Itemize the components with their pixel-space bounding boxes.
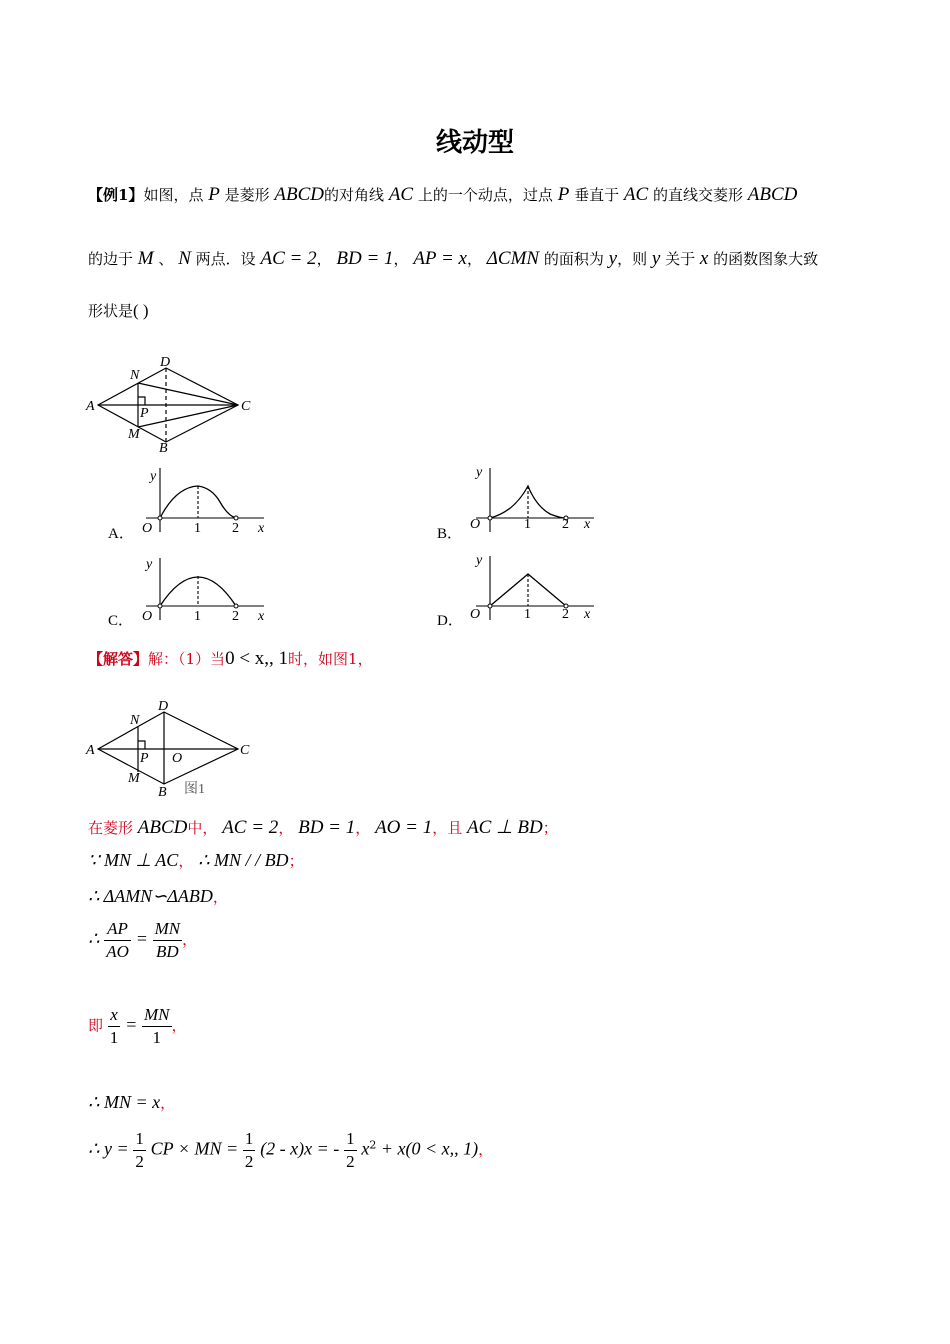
text: ， (178, 852, 194, 870)
text: ， (316, 250, 332, 268)
text: 中， (187, 819, 218, 837)
axis-x: x (258, 521, 265, 536)
example-tag: 【例1】 (88, 186, 144, 204)
denominator: 1 (152, 1028, 162, 1047)
equals: = (135, 928, 148, 949)
text: 解：（1）当 (148, 650, 226, 668)
label-b: B (158, 785, 167, 800)
option-a-graph[interactable] (136, 462, 276, 538)
label-d: D (158, 699, 169, 714)
math-ac-eq: AC = 2 (222, 817, 279, 838)
solution-line-4 (88, 886, 228, 907)
math-cmn: ΔCMN (486, 248, 540, 269)
math-mn-perp-ac: ∵ MN ⊥ AC (88, 850, 179, 870)
label-d: D (160, 355, 171, 370)
label-o: O (172, 751, 183, 766)
solution-line-5 (88, 918, 197, 963)
denominator: 2 (135, 1152, 144, 1171)
math-abcd: ABCD (137, 817, 188, 838)
axis-x: x (258, 609, 265, 624)
axis-y: y (476, 553, 483, 568)
numerator: 1 (133, 1128, 146, 1151)
fraction-ap-ao (104, 918, 131, 963)
math-m: M (137, 248, 154, 269)
label-m: M (128, 771, 140, 786)
tick-2: 2 (232, 609, 239, 624)
text: ， (212, 888, 228, 906)
math-cp-mn: CP × MN = (150, 1138, 239, 1159)
denominator: 2 (244, 1152, 254, 1171)
axis-x: x (584, 607, 591, 622)
math-abcd: ABCD (747, 184, 798, 205)
text: 、 (158, 250, 174, 268)
math-n: N (178, 248, 191, 269)
solution-tag: 【解答】 (88, 650, 149, 668)
figure-caption: 图1 (184, 782, 205, 797)
option-b-graph[interactable] (466, 462, 606, 538)
text: 的边于 (88, 250, 134, 268)
numerator: MN (153, 918, 183, 941)
option-a-label[interactable]: A． (108, 526, 134, 542)
text: 的面积为 (543, 250, 604, 268)
segment-mc (138, 405, 238, 427)
option-d-label[interactable]: D． (437, 613, 463, 629)
origin: O (470, 607, 481, 622)
text: 的函数图象大致 (713, 250, 819, 268)
text: ， (466, 250, 482, 268)
segment-nc (138, 383, 238, 405)
origin: O (470, 517, 481, 532)
tick-1: 1 (194, 521, 201, 536)
label-b: B (159, 441, 168, 454)
problem-line-3 (88, 300, 149, 321)
problem-line-1 (88, 184, 797, 206)
solution-line-6 (88, 1004, 187, 1049)
equals: = (125, 1014, 138, 1035)
numerator: 1 (344, 1128, 357, 1151)
solution-line-2 (88, 816, 558, 839)
label-a: A (86, 399, 95, 414)
option-c-graph[interactable] (136, 552, 276, 628)
text: ； (542, 819, 558, 837)
label-n: N (130, 713, 140, 728)
math-y-eq: ∴ y = (88, 1138, 129, 1159)
math-result: + x(0 < x,, 1) (376, 1138, 479, 1159)
solution-line-3 (88, 850, 304, 871)
fraction-half (243, 1128, 256, 1173)
text: ， (160, 1094, 176, 1112)
therefore: ∴ (88, 928, 100, 949)
text: 如图，点 (143, 186, 204, 204)
math-mn-parallel-bd: ∴ MN / / BD (198, 850, 289, 870)
text: 垂直于 (574, 186, 620, 204)
label-n: N (130, 368, 140, 383)
text: 且 (447, 819, 463, 837)
text: 的对角线 (324, 186, 385, 204)
text: ， (171, 1016, 187, 1035)
text: 两点．设 (195, 250, 256, 268)
tick-2: 2 (562, 517, 569, 532)
math-p: P (557, 184, 570, 205)
numerator: MN (142, 1004, 172, 1027)
label-p: P (140, 406, 149, 421)
text: 是菱形 (224, 186, 270, 204)
math-perp: AC ⊥ BD (467, 817, 543, 838)
problem-line-2 (88, 248, 818, 270)
fraction-mn-1 (142, 1004, 172, 1049)
fraction-x-1 (108, 1004, 121, 1049)
math-abcd: ABCD (274, 184, 325, 205)
answer-blank: ( ) (133, 301, 149, 320)
right-angle-mark (138, 397, 145, 405)
math-similar: ∴ ΔAMN∽ΔABD (88, 886, 213, 906)
text: ， (478, 1140, 494, 1159)
math-expansion: (2 - x)x = - (260, 1138, 340, 1159)
origin: O (142, 609, 153, 624)
numerator: x (108, 1004, 121, 1027)
axis-y: y (150, 469, 157, 484)
denominator: 2 (346, 1152, 355, 1171)
figure-1 (84, 696, 254, 800)
math-ac: AC (623, 184, 649, 205)
label-a: A (86, 743, 95, 758)
tick-1: 1 (194, 609, 201, 624)
solution-line-1 (88, 648, 373, 670)
label-c: C (241, 399, 251, 414)
text: ， (355, 819, 371, 837)
denominator: BD (156, 942, 179, 961)
text: ； (288, 852, 304, 870)
tick-2: 2 (232, 521, 239, 536)
tick-1: 1 (524, 607, 531, 622)
text: ， (393, 250, 409, 268)
option-d-graph[interactable] (466, 550, 606, 626)
math-x: x (361, 1138, 370, 1159)
fraction-mn-bd (153, 918, 183, 963)
math-p: P (208, 184, 220, 205)
tick-2: 2 (562, 607, 569, 622)
math-eq-ac: AC = 2 (260, 248, 317, 269)
denominator: 1 (109, 1028, 119, 1047)
math-y: y (651, 248, 661, 269)
label-p: P (140, 751, 149, 766)
text: 形状是 (88, 302, 134, 320)
math-mn-eq-x: ∴ MN = x (88, 1092, 161, 1112)
text: ， (432, 819, 448, 837)
label-m: M (128, 427, 140, 442)
text: 时，如图1， (288, 650, 373, 668)
right-angle-mark (138, 741, 145, 749)
math-eq-bd: BD = 1 (336, 248, 394, 269)
numerator: AP (104, 918, 131, 941)
text: ，则 (617, 250, 648, 268)
origin: O (142, 521, 153, 536)
math-eq-ap: AP = x (413, 248, 467, 269)
denominator: AO (106, 942, 129, 961)
option-b-label[interactable]: B． (437, 526, 463, 542)
rhombus-figure (84, 352, 254, 454)
solution-line-7 (88, 1092, 175, 1113)
label-c: C (240, 743, 250, 758)
option-c-label[interactable]: C． (108, 613, 134, 629)
text: 的直线交菱形 (652, 186, 743, 204)
solution-line-8 (88, 1128, 493, 1173)
numerator: 1 (243, 1128, 256, 1151)
axis-y: y (476, 465, 483, 480)
text: 关于 (665, 250, 696, 268)
text: ， (278, 819, 294, 837)
rhombus-outline (98, 712, 238, 784)
tick-1: 1 (524, 517, 531, 532)
axis-y: y (146, 557, 153, 572)
math-x: x (699, 248, 709, 269)
math-y: y (608, 248, 618, 269)
math-condition: 0 < x,, 1 (225, 648, 289, 669)
fraction-half (344, 1128, 357, 1173)
text: 上的一个动点，过点 (417, 186, 553, 204)
axis-x: x (584, 517, 591, 532)
math-bd-eq: BD = 1 (298, 817, 356, 838)
math-ac: AC (388, 184, 414, 205)
page-title: 线动型 (435, 128, 514, 158)
exponent: 2 (369, 1138, 377, 1152)
fraction-half (133, 1128, 146, 1173)
text: ， (182, 930, 198, 949)
text: 在菱形 (88, 819, 134, 837)
math-ao-eq: AO = 1 (375, 817, 433, 838)
text: 即 (88, 1016, 104, 1035)
